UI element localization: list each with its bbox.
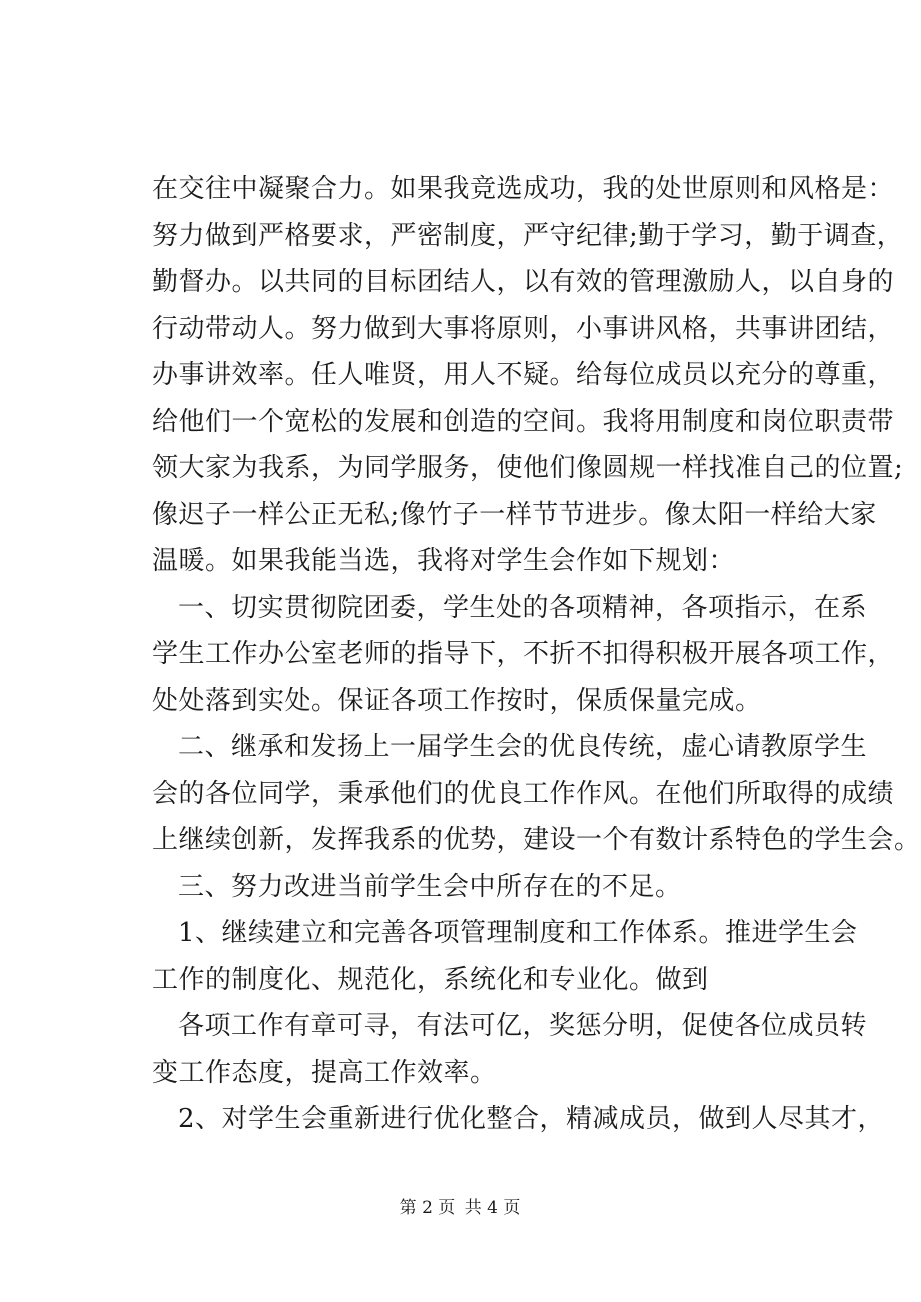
paragraph-start-line: 三、努力改进当前学生会中所存在的不足。 <box>178 871 682 902</box>
text-line: 努力做到严格要求，严密制度，严守纪律;勤于学习，勤于调查， <box>152 220 904 251</box>
paragraph-start-line: 一、切实贯彻院团委，学生处的各项精神，各项指示，在系 <box>178 592 868 623</box>
text-line: 上继续创新，发挥我系的优势，建设一个有数计系特色的学生会。 <box>152 825 921 855</box>
text-line: 像迟子一样公正无私;像竹子一样节节进步。像太阳一样给大家 <box>152 499 877 530</box>
page-number: 第 2 页 <box>399 1198 456 1218</box>
text-line: 工作的制度化、规范化，系统化和专业化。做到 <box>152 964 709 995</box>
page-footer <box>0 1196 920 1220</box>
text-line: 行动带动人。努力做到大事将原则，小事讲风格，共事讲团结， <box>152 313 895 344</box>
text-line: 学生工作办公室老师的指导下，不折不扣得积极开展各项工作， <box>152 639 895 669</box>
text-line: 领大家为我系，为同学服务，使他们像圆规一样找准自己的位置; <box>152 453 904 483</box>
text-line: 在交往中凝聚合力。如果我竞选成功，我的处世原则和风格是： <box>152 174 895 204</box>
text-line: 会的各位同学，秉承他们的优良工作作风。在他们所取得的成绩 <box>152 778 895 809</box>
text-line: 勤督办。以共同的目标团结人，以有效的管理激励人，以自身的 <box>152 267 895 297</box>
page-total: 共 4 页 <box>464 1198 521 1218</box>
paragraph-start-line: 2、对学生会重新进行优化整合，精减成员，做到人尽其才， <box>178 1104 885 1134</box>
text-line: 给他们一个宽松的发展和创造的空间。我将用制度和岗位职责带 <box>152 406 895 437</box>
text-line: 处处落到实处。保证各项工作按时，保质保量完成。 <box>152 685 762 716</box>
paragraph-start-line: 二、继承和发扬上一届学生会的优良传统，虚心请教原学生 <box>178 732 868 762</box>
text-line: 变工作态度，提高工作效率。 <box>152 1057 497 1088</box>
document-body <box>152 166 921 1143</box>
paragraph-start-line: 各项工作有章可寻，有法可亿，奖惩分明，促使各位成员转 <box>178 1011 868 1041</box>
paragraph-start-line: 1、继续建立和完善各项管理制度和工作体系。推进学生会 <box>178 918 858 948</box>
text-line: 办事讲效率。任人唯贤，用人不疑。给每位成员以充分的尊重， <box>152 360 895 390</box>
text-line: 温暖。如果我能当选，我将对学生会作如下规划： <box>152 546 736 576</box>
